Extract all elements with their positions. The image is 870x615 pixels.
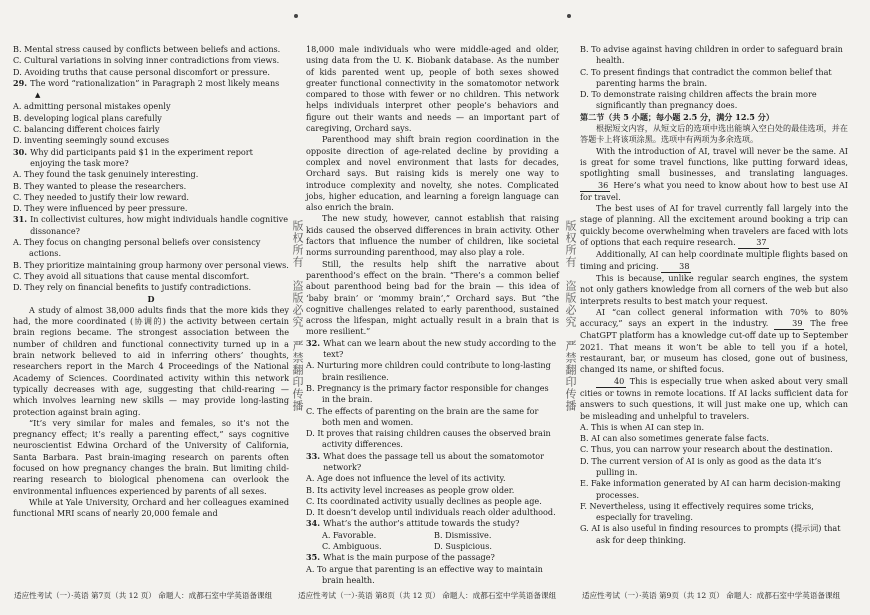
q31-option-b: B. They prioritize maintaining group harmony over personal views.	[13, 259, 289, 270]
cloze-p2-text: The best uses of AI for travel currently fall largely into the stage of planning. All the excitement around booking a trip can quickly become overwhelming when travelers are faced with lots of options that each require research.	[580, 203, 848, 248]
cloze-option-d: D. The current version of AI is only as good as the data it’s pulling in.	[580, 455, 822, 477]
triangle-icon: ▲	[35, 91, 41, 100]
cloze-option-b: B. AI can also sometimes generate false facts.	[580, 433, 769, 444]
cloze-option-g: G. AI is also useful in finding resources to prompts (提示词) that ask for deep thinking.	[580, 523, 841, 545]
question-30	[13, 147, 289, 170]
q29-stem: The word “rationalization” in Paragraph 2 most likely means	[30, 77, 280, 88]
q32-option-b: B. Pregnancy is the primary factor responsible for changes in the brain.	[306, 382, 549, 405]
question-31	[13, 214, 289, 237]
q31-option-d: D. They rely on financial benefits to justify contradictions.	[13, 282, 252, 293]
cloze-paragraph-6	[580, 376, 848, 422]
q35-stem: What is the main purpose of the passage?	[323, 552, 495, 563]
q33-option-d: D. It doesn’t develop until individuals reach older adulthood.	[306, 507, 556, 518]
cloze-paragraph-3	[580, 249, 848, 273]
q29-option-c: C. balancing different choices fairly	[13, 124, 160, 135]
q33-stem: What does the passage tell us about the somatomotor network?	[323, 450, 545, 472]
section-heading: 第二节（共 5 小题；每小题 2.5 分，满分 12.5 分）	[580, 111, 774, 122]
q34-option-b: B. Dismissive.	[434, 529, 492, 540]
section-instructions: 根据短文内容，从短文后的选项中选出能填入空白处的最佳选项，并在答题卡上将该项涂黑。选项中有两项为多余选项。	[580, 123, 848, 145]
cloze-option-f: F. Nevertheless, using it effectively requires some tricks, especially for traveling.	[580, 500, 814, 523]
q32-option-c: C. The effects of parenting on the brain are the same for both men and women.	[306, 405, 539, 427]
q28-option-b: B. Mental stress caused by conflicts between beliefs and actions.	[13, 44, 281, 54]
q32-option-d: D. It proves that raising children causes the observed brain activity differences.	[306, 428, 551, 450]
footer-page-7: 适应性考试（一）·英语 第7页（共 12 页） 命题人：成都石室中学英语备课组	[14, 591, 273, 600]
q30-option-a: A. They found the task genuinely interesting.	[13, 169, 199, 180]
q28-option-c: C. Cultural variations in solving inner contradictions from views.	[13, 55, 280, 66]
q34-option-a: A. Favorable.	[322, 529, 377, 540]
cloze-paragraph-1	[580, 146, 848, 203]
passage-d-paragraph-5: The new study, however, cannot establish that raising kids caused the observed differences in brain activity. Other factors that influence the number of children, like societal norms surrounding parenthood, may also play a role.	[306, 213, 559, 258]
copyright-notice-right: 版权所有 盗版必究 严禁翻印传播	[564, 220, 577, 412]
question-35	[306, 552, 559, 563]
q30-option-b: B. They wanted to please the researchers.	[13, 180, 187, 191]
cloze-p5-text-b: The free ChatGPT platform has a knowledge cut-off date up to September 2021. That means it won’t be able to tell you if a hotel, restaurant, bar, or museum has closed, gone out of business, changed its name, or shifted focus.	[580, 318, 849, 375]
question-32	[306, 338, 559, 361]
q31-stem: In collectivist cultures, how might individuals handle cognitive dissonance?	[30, 214, 289, 236]
binding-hole-mark	[567, 14, 571, 18]
passage-d-paragraph-1: A study of almost 38,000 adults finds that the more kids they had, the more coordinated (协调的) the activity between certain brain regions became. The strongest association between the number of children and functional connectivity turned up in a brain network believed to aid in inferring others’ thoughts, researchers report in the March 4 Proceedings of the National Academy of Sciences. Coordinated activity within this network typically decreases with age, suggesting that child-rearing — which involves learning new skills — may provide long-lasting protection against brain aging.	[13, 304, 289, 417]
blank-38: 38	[661, 261, 691, 273]
q32-stem: What can we learn about the new study according to the text?	[323, 337, 557, 360]
cloze-paragraph-2	[580, 203, 848, 249]
binding-hole-mark	[294, 14, 298, 18]
q30-option-d: D. They were influenced by peer pressure.	[13, 203, 188, 214]
passage-d-paragraph-6: Still, the results help shift the narrative about parenthood’s effect on the brain. “There’s a common belief about parenthood being bad for the brain — this idea of ‘baby brain’ or ‘mommy brain’,” Orchard says. But “the cognitive challenges related to early parenthood, sustained across the lifespan, might actually result in a brain that is more resilient.”	[306, 258, 559, 337]
q30-stem: Why did participants paid $1 in the experiment report enjoying the task more?	[30, 146, 253, 168]
q32-number: 32.	[306, 337, 321, 348]
passage-d-paragraph-4: Parenthood may shift brain region coordination in the opposite direction of age-related decline by providing a complex and novel environment that lasts for decades, Orchard says. But raising kids is merely one way to introduce complexity and novelty, she notes. Complicated jobs, higher education, and learning a foreign language can also enrich the brain.	[306, 134, 559, 213]
q33-option-a: A. Age does not influence the level of its activity.	[306, 473, 506, 484]
blank-36: 36	[580, 180, 610, 192]
passage-d-paragraph-2: “It’s very similar for males and females, so it’s not the pregnancy effect; it’s really a parenting effect,” says cognitive neuroscientist Edwina Orchard of the University of California, Santa Barbara. Past brain-imaging research on parents often focused on how pregnancy changes the brain. But limiting child-rearing research to biological phenomena can overlook the environmental influences experienced by parents of all sexes.	[13, 417, 289, 496]
q35-option-a: A. To argue that parenting is an effective way to maintain brain health.	[306, 563, 543, 585]
passage-d-paragraph-3-cont: 18,000 male individuals who were middle-aged and older, using data from the U. K. Biobank database. As the number of kids parented went up, people of both sexes showed greater functional connectivity in the somatomotor network compared to those with fewer or no children. This network helps individuals interpret other people’s behaviors and figure out their wants and needs — an important part of caregiving, Orchard says.	[306, 44, 559, 134]
q34-option-d: D. Suspicious.	[434, 541, 492, 552]
cloze-paragraph-4: This is because, unlike regular search engines, the system not only gathers knowledge from all corners of the web but also interprets results to best match your request.	[580, 272, 848, 306]
q33-option-b: B. Its activity level increases as people grow older.	[306, 484, 515, 495]
q31-option-c: C. They avoid all situations that cause mental discomfort.	[13, 270, 250, 281]
page-9-column	[580, 44, 848, 546]
question-29	[13, 78, 289, 89]
blank-40: 40	[596, 376, 626, 388]
q34-options-row-1	[306, 530, 559, 541]
q34-stem: What’s the author’s attitude towards the study?	[323, 518, 520, 529]
q29-option-a: A. admitting personal mistakes openly	[13, 101, 171, 112]
cloze-p6-text: This is especially true when asked about very small cities or towns in remote locations. If AI lacks sufficient data for answers to such questions, it will just make one up, which can be misleading and unhelpful to travelers.	[580, 375, 849, 421]
q34-options-row-2	[306, 541, 559, 552]
q31-number: 31.	[13, 214, 28, 225]
passage-d-paragraph-3: While at Yale University, Orchard and her colleagues examined functional MRI scans of nearly 20,000 female and	[13, 496, 289, 519]
question-34	[306, 518, 559, 529]
page-8-column	[306, 44, 559, 586]
page-7-column	[13, 44, 289, 519]
footer-page-8: 适应性考试（一）·英语 第8页（共 12 页） 命题人：成都石室中学英语备课组	[298, 591, 557, 600]
cloze-paragraph-5	[580, 307, 848, 376]
question-33	[306, 451, 559, 474]
cloze-p1-text-a: With the introduction of AI, travel will never be the same. AI is great for some travel functions, like putting forward ideas, spotlighting small businesses, and translating languages.	[580, 145, 848, 179]
q31-option-a: A. They focus on changing personal beliefs over consistency actions.	[13, 237, 261, 259]
cloze-option-a: A. This is when AI can step in.	[580, 421, 705, 432]
q29-blank-line	[13, 89, 289, 101]
q34-number: 34.	[306, 518, 321, 529]
q29-option-d: D. inventing seemingly sound excuses	[13, 135, 170, 146]
footer-page-9: 适应性考试（一）·英语 第9页（共 12 页） 命题人：成都石室中学英语备课组	[582, 591, 841, 600]
q33-number: 33.	[306, 450, 321, 461]
q35-number: 35.	[306, 552, 321, 563]
blank-37: 37	[738, 237, 768, 249]
q32-option-a: A. Nurturing more children could contribute to long-lasting brain resilience.	[306, 360, 551, 382]
cloze-p3-text: Additionally, AI can help coordinate multiple flights based on timing and pricing.	[580, 249, 848, 271]
q35-option-d: D. To demonstrate raising children affects the brain more significantly than pregnancy does.	[580, 89, 817, 111]
copyright-notice-left: 版权所有 盗版必究 严禁翻印传播	[291, 220, 304, 412]
q34-option-c: C. Ambiguous.	[322, 541, 382, 552]
cloze-p1-text-b: Here’s what you need to know about how to best use AI for travel.	[580, 179, 848, 202]
q35-option-c: C. To present findings that contradict the common belief that parenting harms the brain.	[580, 66, 832, 88]
passage-d-label: D	[147, 293, 155, 304]
q28-option-d: D. Avoiding truths that cause personal discomfort or pressure.	[13, 66, 270, 77]
q35-option-b: B. To advise against having children in order to safeguard brain health.	[580, 44, 843, 66]
q30-option-c: C. They needed to justify their low reward.	[13, 191, 189, 202]
cloze-p5-text-a: AI “can collect general information with 70% to 80% accuracy,” says an expert in the industry.	[580, 306, 848, 329]
q33-option-c: C. Its coordinated activity usually declines as people age.	[306, 495, 542, 506]
cloze-option-c: C. Thus, you can narrow your research about the destination.	[580, 444, 833, 455]
cloze-option-e: E. Fake information generated by AI can harm decision-making processes.	[580, 478, 841, 500]
q29-number: 29.	[13, 77, 28, 88]
blank-39: 39	[774, 318, 804, 330]
q29-option-b: B. developing logical plans carefully	[13, 112, 162, 123]
q30-number: 30.	[13, 146, 28, 157]
